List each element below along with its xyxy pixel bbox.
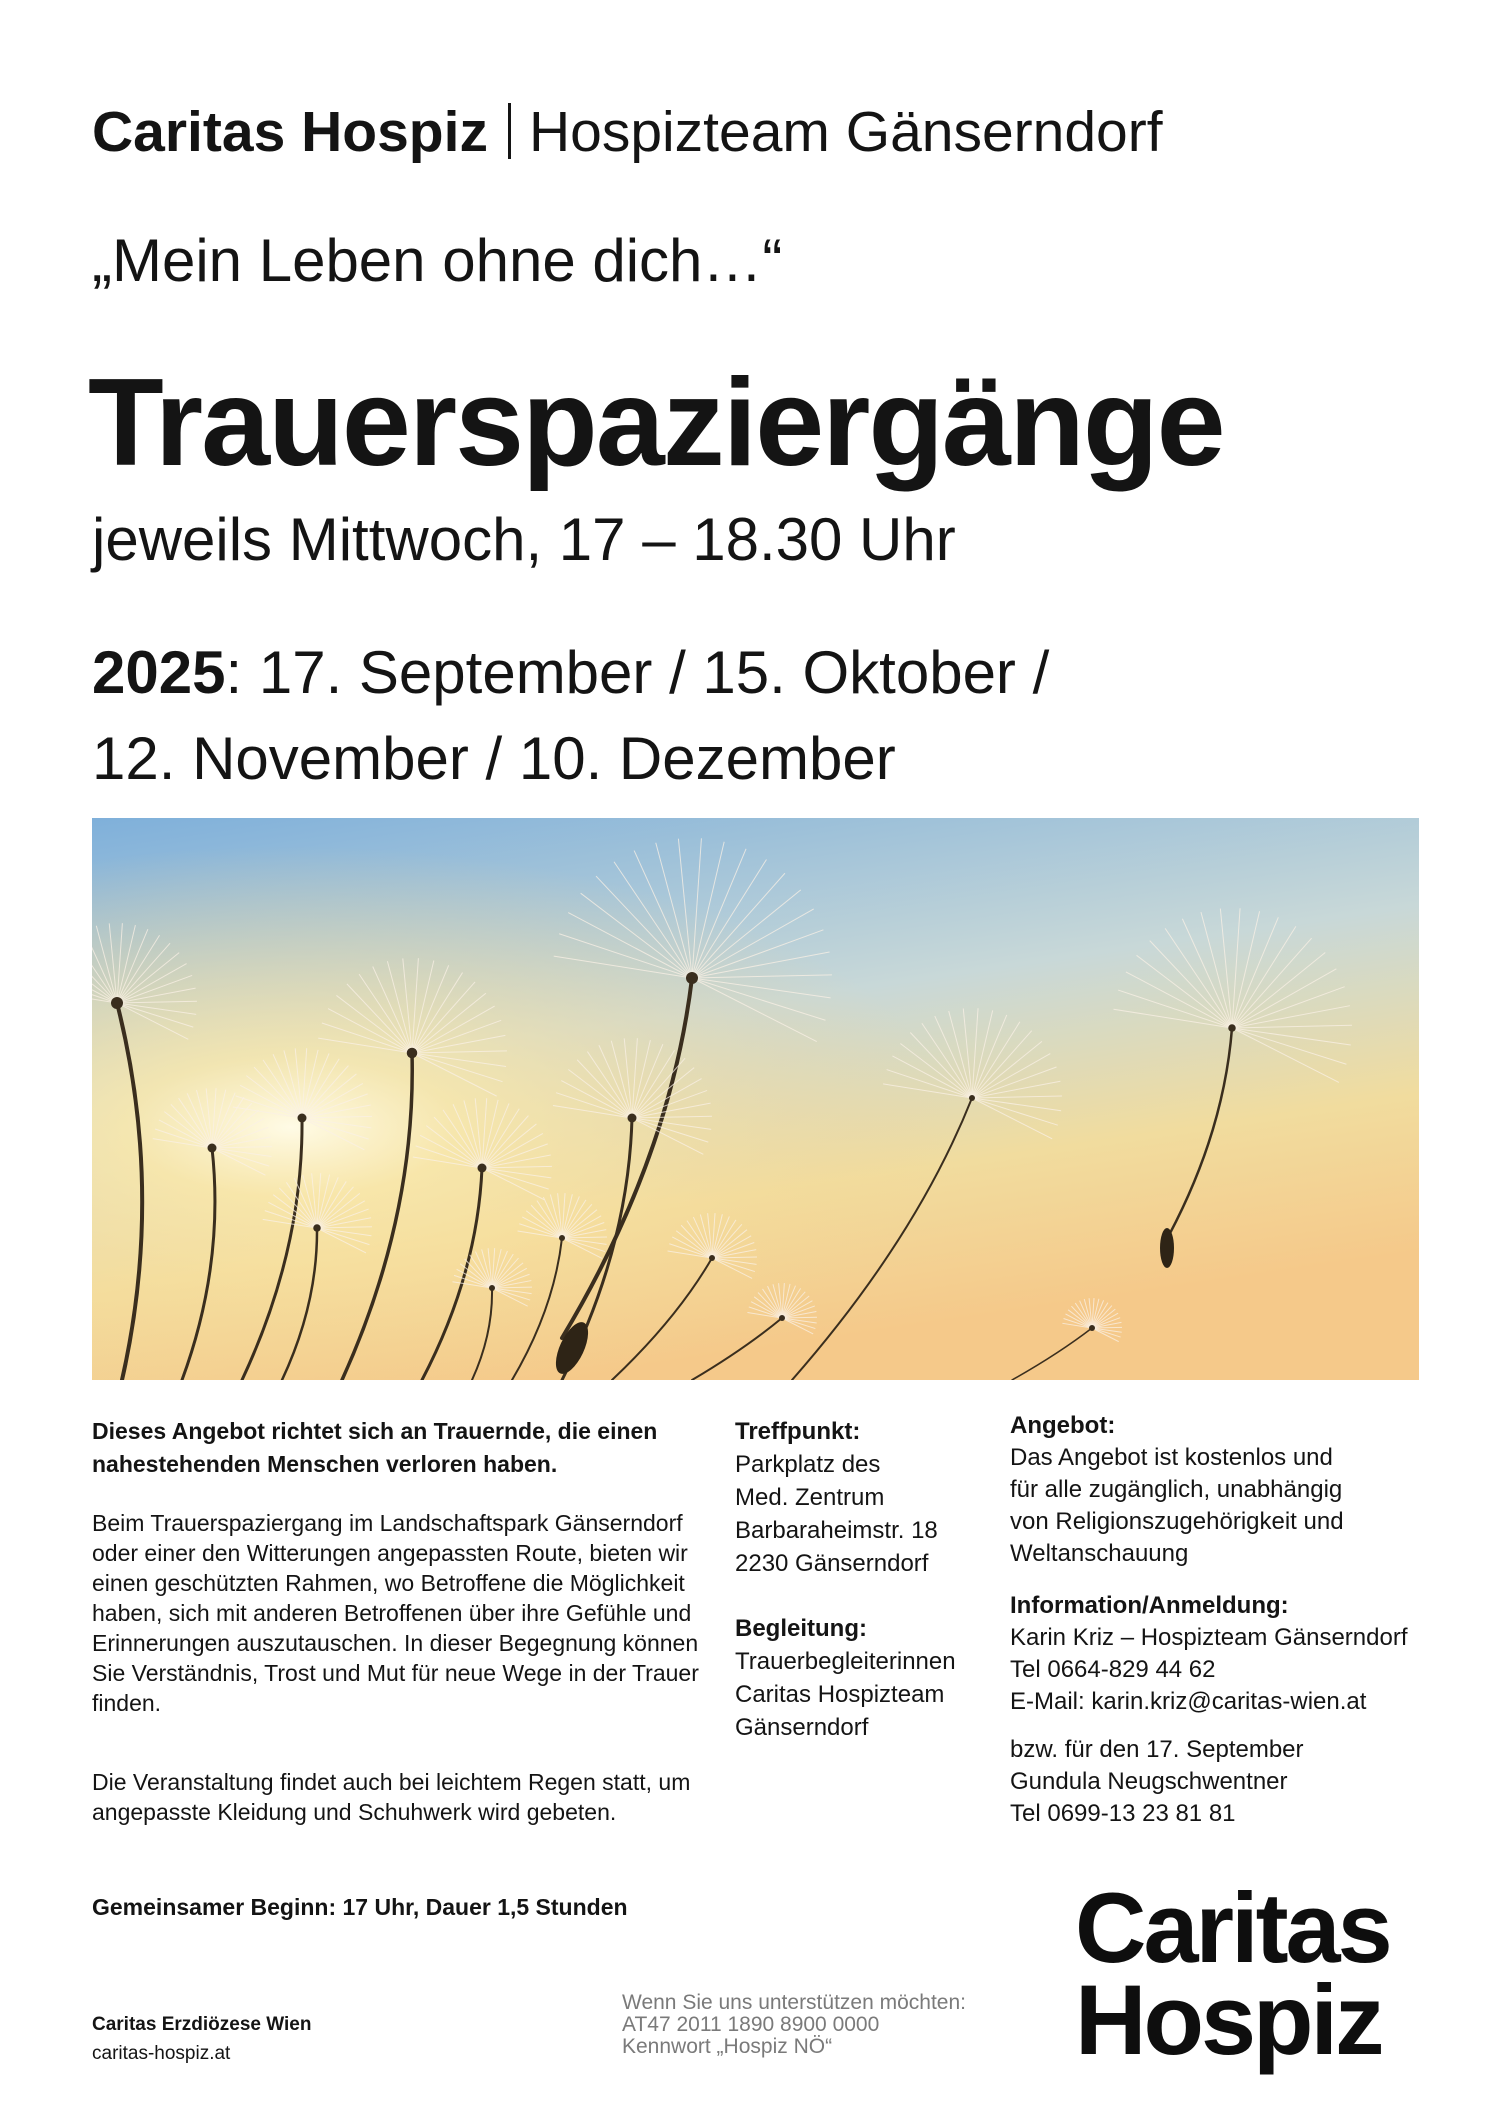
team-name: Hospizteam Gänserndorf	[528, 100, 1163, 164]
footer-url[interactable]: caritas-hospiz.at	[92, 2043, 231, 2064]
info-heading: Information/Anmeldung:	[1010, 1592, 1289, 1619]
info-line: Tel 0664-829 44 62	[1010, 1656, 1216, 1683]
quote: „Mein Leben ohne dich…“	[92, 227, 783, 294]
floating-seed	[1160, 1228, 1174, 1268]
meeting-point	[735, 1415, 938, 1580]
alt-line: bzw. für den 17. September	[1010, 1736, 1304, 1763]
meeting-line: Barbaraheimstr. 18	[735, 1517, 938, 1544]
offer-line: Weltanschauung	[1010, 1540, 1189, 1567]
intro-paragraph: Beim Trauerspaziergang im Landschaftspark Gänserndorf oder einer den Witterungen angepassten Route, bieten wir einen geschützten Rahmen, wo Betroffene die Möglichkeit haben, sich mit anderen Betroffenen über ihre Gefühle und Erinnerungen auszutauschen. In dieser Begegnung können Sie Verständnis, Trost und Mut für neue Wege in der Trauer finden.	[92, 1510, 699, 1716]
offer	[1010, 1410, 1344, 1570]
footer-org	[92, 2010, 311, 2068]
info-alt-contact	[1010, 1734, 1304, 1830]
alt-line: Tel 0699-13 23 81 81	[1010, 1800, 1236, 1827]
email-address[interactable]: karin.kriz@caritas-wien.at	[1084, 1688, 1367, 1715]
dates-year: 2025	[92, 639, 226, 706]
donation-line: Wenn Sie uns unterstützen möchten:	[622, 1991, 966, 2014]
info-registration	[1010, 1590, 1408, 1718]
meeting-line: Parkplatz des	[735, 1451, 881, 1478]
logo-line-2: Hospiz	[1075, 1964, 1382, 2075]
dates-line-2: 12. November / 10. Dezember	[92, 725, 896, 792]
meeting-line: Med. Zentrum	[735, 1484, 885, 1511]
info-email-row	[1010, 1686, 1408, 1718]
schedule-subtitle: jeweils Mittwoch, 17 – 18.30 Uhr	[92, 506, 956, 573]
dandelion-sunset-image	[92, 818, 1419, 1380]
donation-info	[622, 1992, 966, 2058]
email-label: E-Mail:	[1010, 1688, 1085, 1715]
offer-heading: Angebot:	[1010, 1412, 1116, 1439]
guidance-line: Trauerbegleiterinnen	[735, 1648, 956, 1675]
guidance-heading: Begleitung:	[735, 1615, 867, 1642]
header-divider	[508, 103, 511, 159]
guidance-line: Gänserndorf	[735, 1714, 869, 1741]
intro-lead: Dieses Angebot richtet sich an Trauernde, die einen nahestehenden Menschen verloren haben.	[92, 1418, 658, 1477]
org-name: Caritas Hospiz	[92, 100, 488, 164]
guidance-line: Caritas Hospizteam	[735, 1681, 945, 1708]
alt-line: Gundula Neugschwentner	[1010, 1768, 1288, 1795]
meeting-line: 2230 Gänserndorf	[735, 1550, 929, 1577]
meeting-heading: Treffpunkt:	[735, 1418, 861, 1445]
footer-org-name: Caritas Erzdiözese Wien	[92, 2014, 312, 2035]
offer-line: von Religionszugehörigkeit und	[1010, 1508, 1344, 1535]
offer-line: Das Angebot ist kostenlos und	[1010, 1444, 1333, 1471]
caritas-hospiz-logo	[1075, 1872, 1390, 2075]
donation-keyword: Kennwort „Hospiz NÖ“	[622, 2035, 833, 2058]
page-title: Trauerspaziergänge	[88, 354, 1224, 492]
info-line: Karin Kriz – Hospizteam Gänserndorf	[1010, 1624, 1408, 1651]
dates-line-1: 2025: 17. September / 15. Oktober /	[92, 639, 1050, 706]
offer-line: für alle zugänglich, unabhängig	[1010, 1476, 1343, 1503]
guidance	[735, 1612, 956, 1744]
dates-block	[92, 630, 1049, 802]
start-note: Gemeinsamer Beginn: 17 Uhr, Dauer 1,5 Stunden	[92, 1894, 628, 1920]
weather-note: Die Veranstaltung findet auch bei leichtem Regen statt, um angepasste Kleidung und Schuhwerk wird gebeten.	[92, 1769, 691, 1825]
logo-line-1: Caritas	[1075, 1872, 1390, 1983]
donation-iban: AT47 2011 1890 8900 0000	[622, 2013, 880, 2036]
header	[92, 96, 1163, 168]
